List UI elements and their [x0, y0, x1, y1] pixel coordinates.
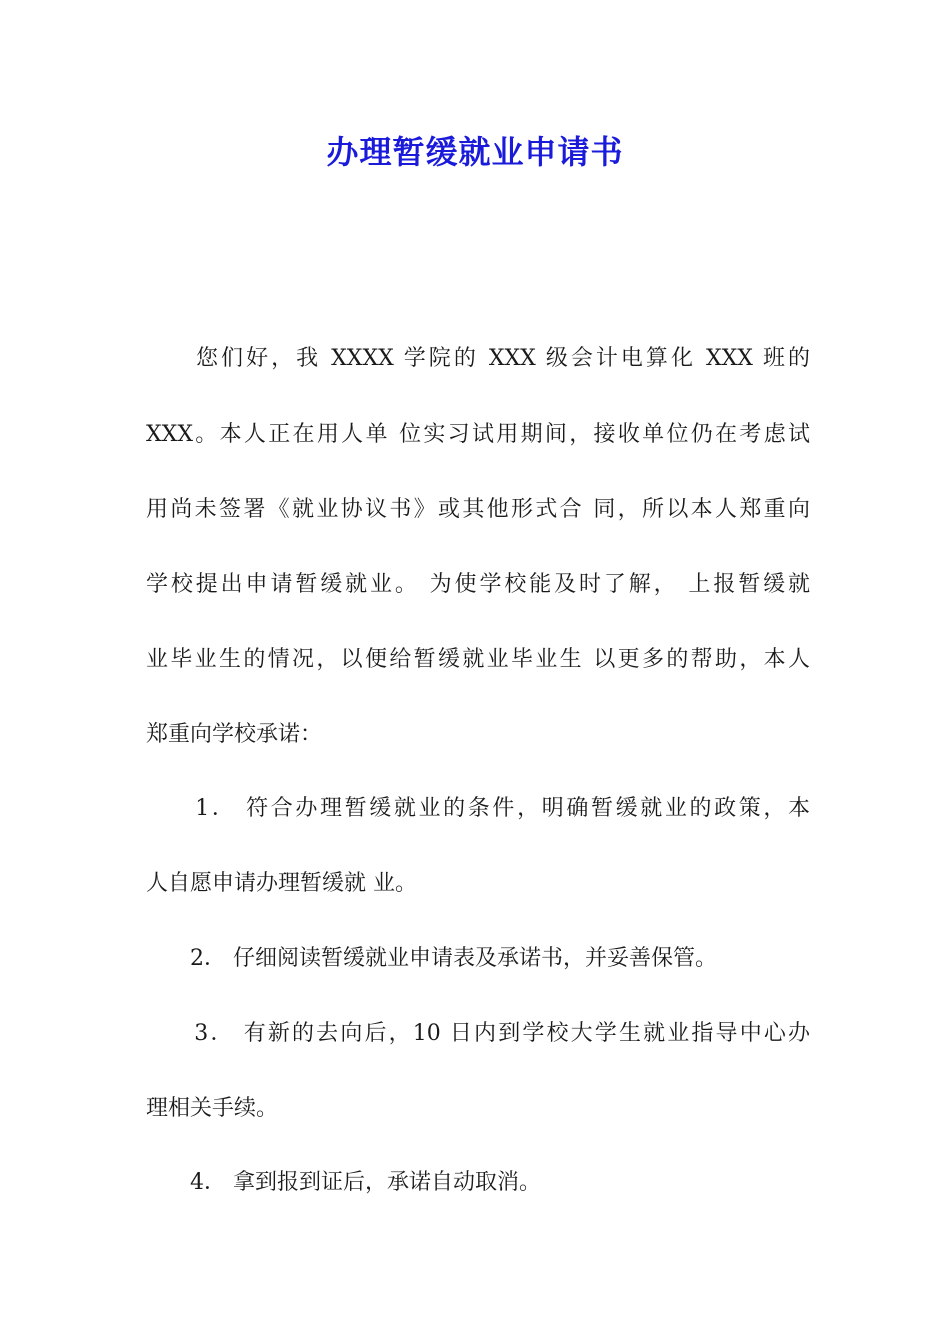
- body-line-2: XXX。本人正在用人单 位实习试用期间，接收单位仍在考虑试: [146, 422, 810, 447]
- body-line-4: 学校提出申请暂缓就业。 为使学校能及时了解， 上报暂缓就: [146, 572, 810, 597]
- list-item-1-line-1: 1． 符合办理暂缓就业的条件，明确暂缓就业的政策，本: [146, 796, 810, 821]
- list-item-4: 4． 拿到报到证后，承诺自动取消。: [146, 1170, 541, 1195]
- body-line-3: 用尚未签署《就业协议书》或其他形式合 同，所以本人郑重向: [146, 497, 810, 522]
- list-item-1-line-2: 人自愿申请办理暂缓就 业。: [146, 871, 417, 896]
- body-line-1: 您们好，我 XXXX 学院的 XXX 级会计电算化 XXX 班的: [146, 346, 810, 371]
- list-item-2: 2． 仔细阅读暂缓就业申请表及承诺书，并妥善保管。: [146, 946, 717, 971]
- list-item-3-line-2: 理相关手续。: [146, 1096, 279, 1121]
- list-item-3-line-1: 3． 有新的去向后，10 日内到学校大学生就业指导中心办: [146, 1021, 810, 1046]
- document-title: 办理暂缓就业申请书: [326, 133, 624, 171]
- body-line-5: 业毕业生的情况，以便给暂缓就业毕业生 以更多的帮助，本人: [146, 647, 810, 672]
- body-line-6: 郑重向学校承诺：: [146, 722, 323, 747]
